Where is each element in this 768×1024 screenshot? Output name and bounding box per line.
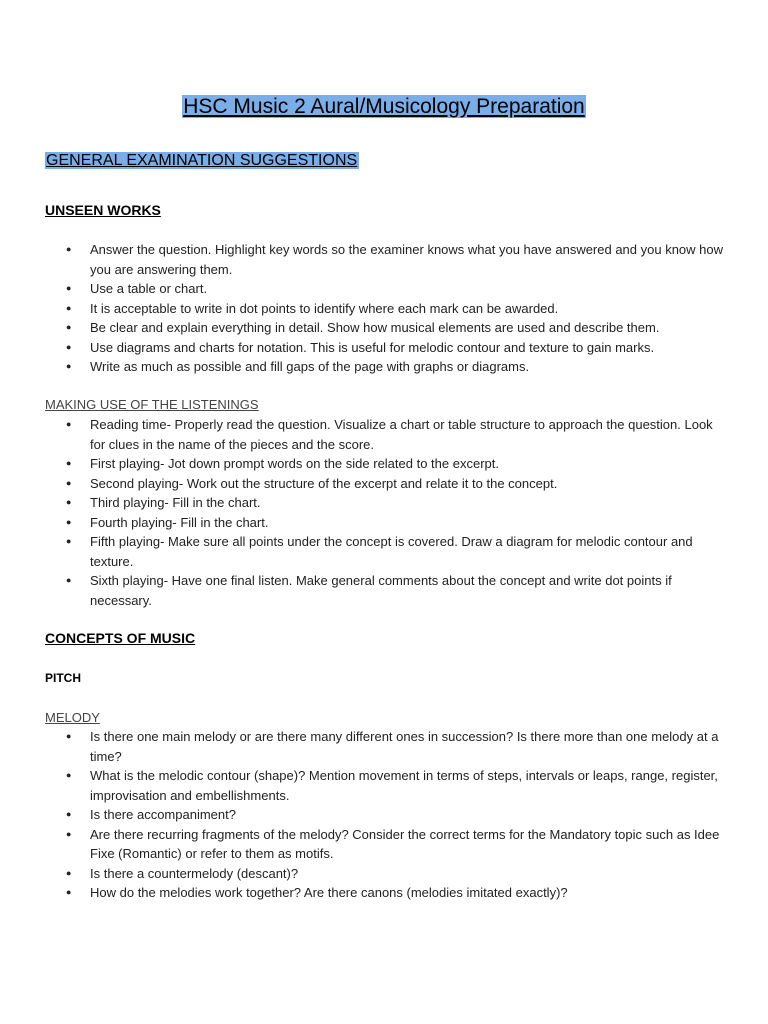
list-item: ● Use diagrams and charts for notation. This is useful for melodic contour and texture to gain marks. xyxy=(45,338,725,358)
unseen-works-list xyxy=(45,240,725,377)
unseen-works-heading: UNSEEN WORKS xyxy=(45,202,161,218)
melody-list xyxy=(45,727,725,903)
document-title-text: HSC Music 2 Aural/Musicology Preparation xyxy=(183,95,585,118)
list-item: ● Fourth playing- Fill in the chart. xyxy=(45,513,725,533)
list-item: ● Is there one main melody or are there many different ones in succession? Is there more than one melody at a time? xyxy=(45,727,725,766)
list-item: ● Write as much as possible and fill gaps of the page with graphs or diagrams. xyxy=(45,357,725,377)
melody-heading: MELODY xyxy=(45,710,100,725)
list-item: ● Be clear and explain everything in detail. Show how musical elements are used and describe them. xyxy=(45,318,725,338)
list-item: ● Is there accompaniment? xyxy=(45,805,725,825)
list-item: ● Third playing- Fill in the chart. xyxy=(45,493,725,513)
document-title xyxy=(0,93,768,120)
list-item: ● First playing- Jot down prompt words on the side related to the excerpt. xyxy=(45,454,725,474)
general-heading-text: GENERAL EXAMINATION SUGGESTIONS xyxy=(46,152,358,169)
list-item: ● Second playing- Work out the structure of the excerpt and relate it to the concept. xyxy=(45,474,725,494)
list-item: ● Sixth playing- Have one final listen. Make general comments about the concept and write dot points if necessary. xyxy=(45,571,725,610)
concepts-heading: CONCEPTS OF MUSIC xyxy=(45,630,196,646)
list-item: ● What is the melodic contour (shape)? Mention movement in terms of steps, intervals or leaps, range, register, improvisation and embellishments. xyxy=(45,766,725,805)
listenings-list xyxy=(45,415,725,610)
list-item: ● It is acceptable to write in dot points to identify where each mark can be awarded. xyxy=(45,299,725,319)
list-item: ● Fifth playing- Make sure all points under the concept is covered. Draw a diagram for melodic contour and texture. xyxy=(45,532,725,571)
list-item: ● Is there a countermelody (descant)? xyxy=(45,864,725,884)
list-item: ● Answer the question. Highlight key words so the examiner knows what you have answered and you know how you are answering them. xyxy=(45,240,725,279)
list-item: ● Reading time- Properly read the question. Visualize a chart or table structure to approach the question. Look for clues in the name of the pieces and the score. xyxy=(45,415,725,454)
list-item: ● Use a table or chart. xyxy=(45,279,725,299)
general-heading xyxy=(45,150,359,172)
list-item: ● How do the melodies work together? Are there canons (melodies imitated exactly)? xyxy=(45,883,725,903)
listenings-heading: MAKING USE OF THE LISTENINGS xyxy=(45,397,259,412)
pitch-heading: PITCH xyxy=(45,671,81,685)
list-item: ● Are there recurring fragments of the melody? Consider the correct terms for the Mandatory topic such as Idee Fixe (Romantic) or refer to them as motifs. xyxy=(45,825,725,864)
